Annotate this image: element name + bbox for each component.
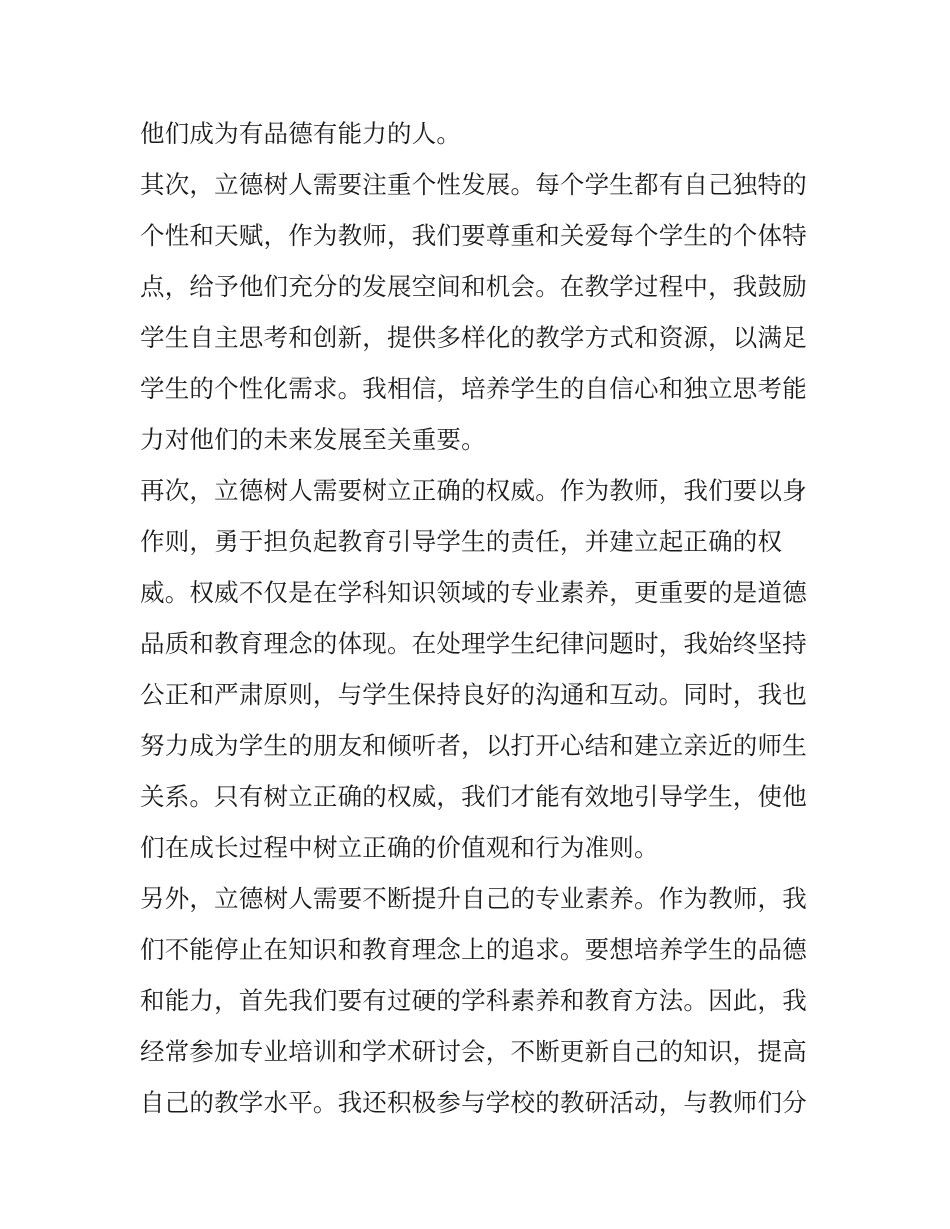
text-line: 公正和严肃原则，与学生保持良好的沟通和互动。同时，我也	[140, 680, 807, 709]
text-line: 再次，立德树人需要树立正确的权威。作为教师，我们要以身	[140, 476, 807, 505]
text-line: 其次，立德树人需要注重个性发展。每个学生都有自己独特的	[140, 170, 807, 199]
text-line: 们不能停止在知识和教育理念上的追求。要想培养学生的品德	[140, 935, 807, 964]
text-line: 他们成为有品德有能力的人。	[140, 119, 462, 148]
text-line: 力对他们的未来发展至关重要。	[140, 425, 486, 454]
text-line: 另外，立德树人需要不断提升自己的专业素养。作为教师，我	[140, 884, 807, 913]
text-line: 品质和教育理念的体现。在处理学生纪律问题时，我始终坚持	[140, 629, 807, 658]
text-line: 学生的个性化需求。我相信，培养学生的自信心和独立思考能	[140, 374, 807, 403]
text-line: 学生自主思考和创新，提供多样化的教学方式和资源，以满足	[140, 323, 807, 352]
text-line: 努力成为学生的朋友和倾听者，以打开心结和建立亲近的师生	[140, 731, 807, 760]
text-line: 关系。只有树立正确的权威，我们才能有效地引导学生，使他	[140, 782, 807, 811]
text-line: 作则，勇于担负起教育引导学生的责任，并建立起正确的权	[140, 527, 783, 556]
text-line: 们在成长过程中树立正确的价值观和行为准则。	[140, 833, 659, 862]
document-body	[140, 108, 812, 1128]
text-line: 自己的教学水平。我还积极参与学校的教研活动，与教师们分	[140, 1088, 807, 1117]
text-line: 点，给予他们充分的发展空间和机会。在教学过程中，我鼓励	[140, 272, 807, 301]
text-line: 个性和天赋，作为教师，我们要尊重和关爱每个学生的个体特	[140, 221, 807, 250]
text-line: 威。权威不仅是在学科知识领域的专业素养，更重要的是道德	[140, 578, 807, 607]
text-line: 和能力，首先我们要有过硬的学科素养和教育方法。因此，我	[140, 986, 807, 1015]
text-line: 经常参加专业培训和学术研讨会，不断更新自己的知识，提高	[140, 1037, 807, 1066]
